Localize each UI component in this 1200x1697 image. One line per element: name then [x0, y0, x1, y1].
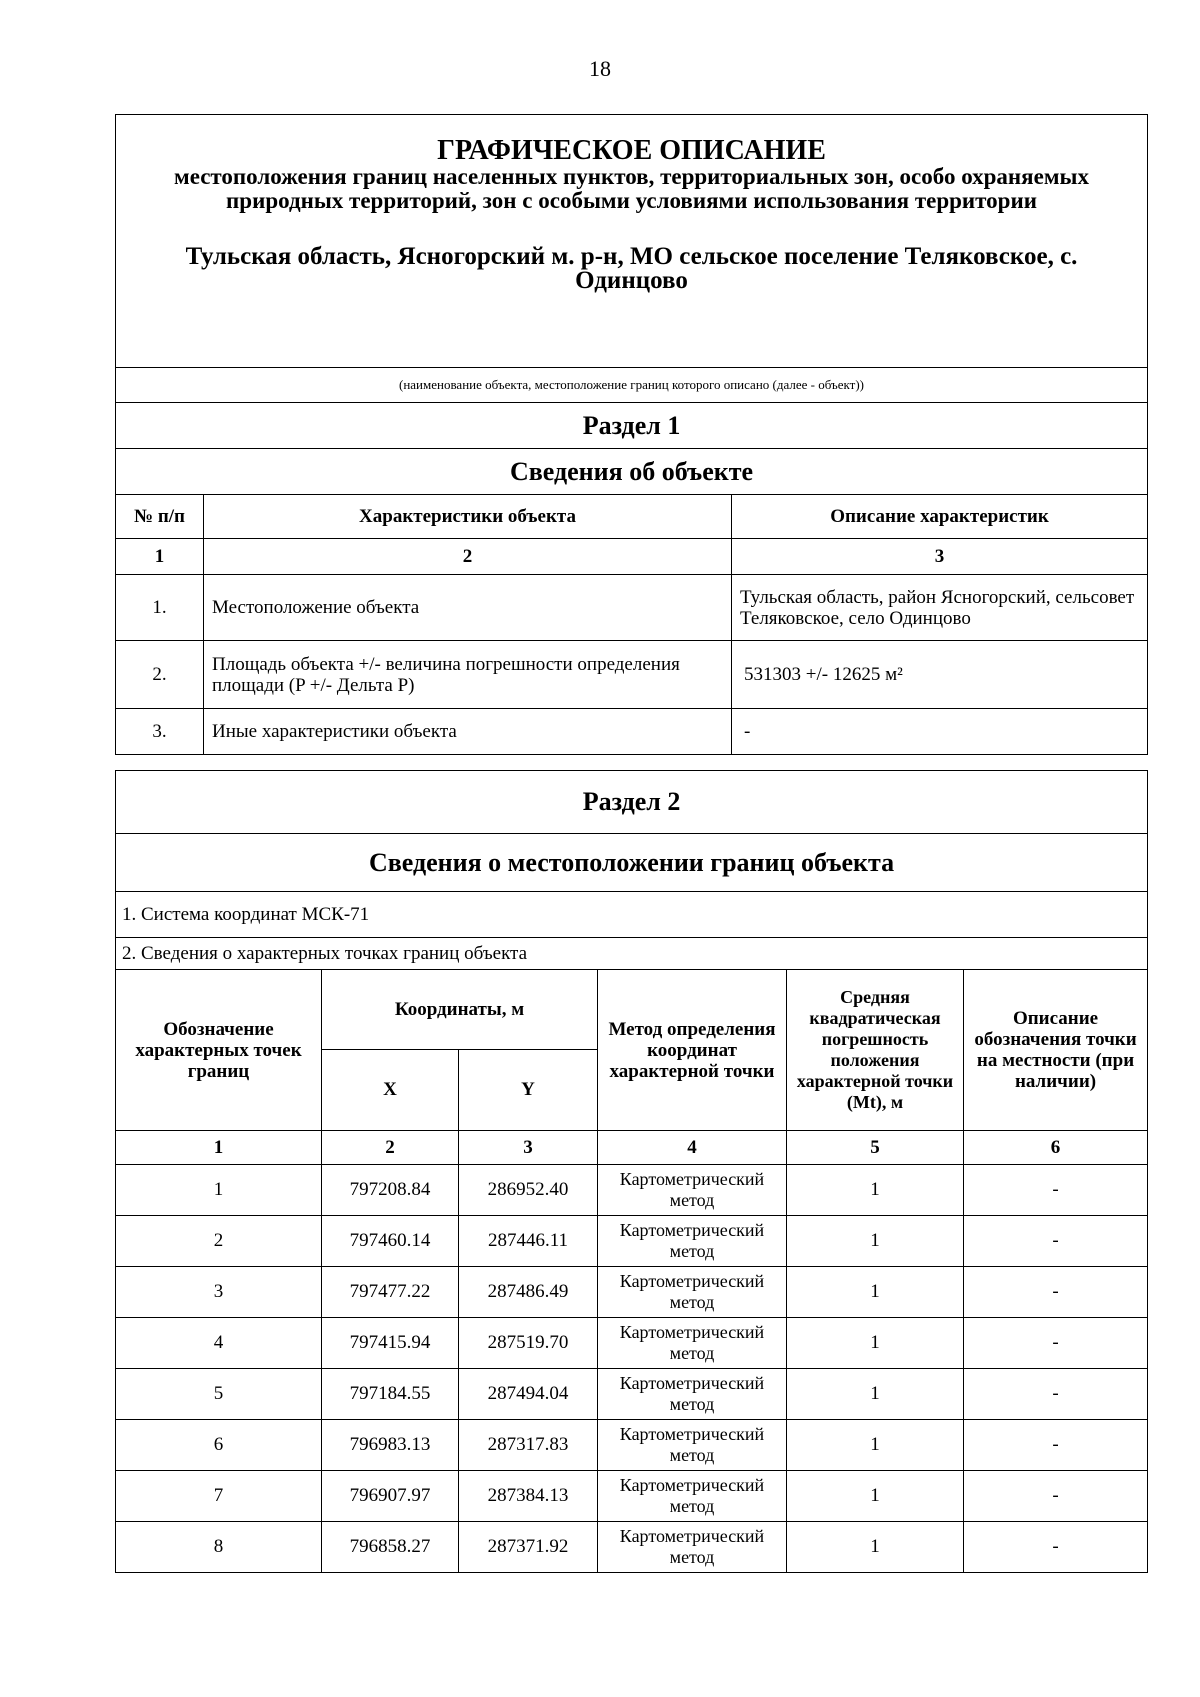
col-header-description: Описание характеристик: [732, 495, 1148, 539]
characteristic-value: Тульская область, район Ясногорский, сельсовет Теляковское, село Одинцово: [732, 575, 1148, 641]
point-id: 8: [116, 1522, 322, 1573]
table-row: [116, 709, 1148, 755]
method: Картометрический метод: [598, 1165, 787, 1216]
error-mt: 1: [787, 1522, 964, 1573]
method: Картометрический метод: [598, 1369, 787, 1420]
error-mt: 1: [787, 1267, 964, 1318]
col-number-5: 5: [787, 1131, 964, 1165]
method: Картометрический метод: [598, 1318, 787, 1369]
coord-y: 287446.11: [459, 1216, 598, 1267]
characteristic-name: Иные характеристики объекта: [204, 709, 732, 755]
method: Картометрический метод: [598, 1267, 787, 1318]
title-block: [116, 115, 1148, 368]
point-description: -: [964, 1522, 1148, 1573]
error-mt: 1: [787, 1165, 964, 1216]
col-number-3: 3: [459, 1131, 598, 1165]
coord-y: 287384.13: [459, 1471, 598, 1522]
table-row: [116, 575, 1148, 641]
page-number: 18: [589, 56, 611, 81]
document-subtitle: местоположения границ населенных пунктов, территориальных зон, особо охраняемых природных территорий, зон с особыми условиями использования территории: [174, 164, 1089, 213]
coord-y: 287371.92: [459, 1522, 598, 1573]
point-id: 1: [116, 1165, 322, 1216]
col-header-y: Y: [459, 1050, 598, 1131]
col-number-3: 3: [732, 539, 1148, 575]
col-number-1: 1: [116, 539, 204, 575]
row-number: 3.: [116, 709, 204, 755]
section2-subtitle: Сведения о местоположении границ объекта: [116, 834, 1148, 892]
method: Картометрический метод: [598, 1216, 787, 1267]
section1-subtitle: Сведения об объекте: [116, 449, 1148, 495]
point-id: 5: [116, 1369, 322, 1420]
section2-table: [115, 770, 1148, 1573]
point-id: 7: [116, 1471, 322, 1522]
col-number-1: 1: [116, 1131, 322, 1165]
section2-subtitle-row: [116, 834, 1148, 892]
point-description: -: [964, 1420, 1148, 1471]
coord-x: 796983.13: [322, 1420, 459, 1471]
section2-colnum-row: [116, 1131, 1148, 1165]
table-row: [116, 1369, 1148, 1420]
point-description: -: [964, 1216, 1148, 1267]
coord-x: 797208.84: [322, 1165, 459, 1216]
error-mt: 1: [787, 1369, 964, 1420]
point-id: 6: [116, 1420, 322, 1471]
table-row: [116, 1165, 1148, 1216]
col-header-num: № п/п: [116, 495, 204, 539]
object-location-line2: Одинцово: [575, 267, 688, 294]
document-title: ГРАФИЧЕСКОЕ ОПИСАНИЕ: [437, 135, 826, 166]
section1-table: [115, 114, 1148, 755]
point-description: -: [964, 1318, 1148, 1369]
row-number: 1.: [116, 575, 204, 641]
section1-colnum-row: [116, 539, 1148, 575]
coord-x: 797184.55: [322, 1369, 459, 1420]
error-mt: 1: [787, 1471, 964, 1522]
point-id: 2: [116, 1216, 322, 1267]
coord-system-row: [116, 892, 1148, 938]
point-description: -: [964, 1369, 1148, 1420]
characteristic-value: -: [732, 709, 1148, 755]
table-row: [116, 1522, 1148, 1573]
col-number-4: 4: [598, 1131, 787, 1165]
point-description: -: [964, 1165, 1148, 1216]
section1-subtitle-row: [116, 449, 1148, 495]
coord-y: 287486.49: [459, 1267, 598, 1318]
section2-title: Раздел 2: [116, 771, 1148, 834]
title-row: [116, 115, 1148, 368]
coordinate-system: 1. Система координат МСК-71: [116, 892, 1148, 938]
coord-x: 796858.27: [322, 1522, 459, 1573]
table-row: [116, 1318, 1148, 1369]
coord-x: 797415.94: [322, 1318, 459, 1369]
table-row: [116, 1216, 1148, 1267]
points-heading-row: [116, 938, 1148, 970]
object-caption: (наименование объекта, местоположение границ которого описано (далее - объект)): [116, 368, 1148, 403]
point-description: -: [964, 1471, 1148, 1522]
point-id: 3: [116, 1267, 322, 1318]
table-row: [116, 1471, 1148, 1522]
table-row: [116, 641, 1148, 709]
section2-header-row: [116, 970, 1148, 1050]
col-number-2: 2: [322, 1131, 459, 1165]
method: Картометрический метод: [598, 1471, 787, 1522]
col-number-2: 2: [204, 539, 732, 575]
section1-header-row: [116, 495, 1148, 539]
col-number-6: 6: [964, 1131, 1148, 1165]
error-mt: 1: [787, 1216, 964, 1267]
coord-y: 286952.40: [459, 1165, 598, 1216]
method: Картометрический метод: [598, 1420, 787, 1471]
object-location-line1: Тульская область, Ясногорский м. р-н, МО сельское поселение Теляковское, с.: [185, 243, 1078, 270]
method: Картометрический метод: [598, 1522, 787, 1573]
col-header-method: Метод определения координат характерной точки: [598, 970, 787, 1131]
coord-y: 287519.70: [459, 1318, 598, 1369]
characteristic-name: Местоположение объекта: [204, 575, 732, 641]
col-header-error: Средняя квадратическая погрешность положения характерной точки (Mt), м: [787, 970, 964, 1131]
row-number: 2.: [116, 641, 204, 709]
coord-x: 797477.22: [322, 1267, 459, 1318]
coord-x: 797460.14: [322, 1216, 459, 1267]
points-heading: 2. Сведения о характерных точках границ объекта: [116, 938, 1148, 970]
col-header-characteristic: Характеристики объекта: [204, 495, 732, 539]
error-mt: 1: [787, 1318, 964, 1369]
coord-y: 287494.04: [459, 1369, 598, 1420]
point-description: -: [964, 1267, 1148, 1318]
coord-x: 796907.97: [322, 1471, 459, 1522]
caption-row: [116, 368, 1148, 403]
section1-title: Раздел 1: [116, 403, 1148, 449]
error-mt: 1: [787, 1420, 964, 1471]
characteristic-name: Площадь объекта +/- величина погрешности определения площади (P +/- Дельта P): [204, 641, 732, 709]
table-row: [116, 1267, 1148, 1318]
characteristic-value: 531303 +/- 12625 м²: [732, 641, 1148, 709]
col-header-x: X: [322, 1050, 459, 1131]
coord-y: 287317.83: [459, 1420, 598, 1471]
section2-title-row: [116, 771, 1148, 834]
col-header-description: Описание обозначения точки на местности (при наличии): [964, 970, 1148, 1131]
section1-title-row: [116, 403, 1148, 449]
col-header-point: Обозначение характерных точек границ: [116, 970, 322, 1131]
col-header-coordinates: Координаты, м: [322, 970, 598, 1050]
point-id: 4: [116, 1318, 322, 1369]
object-location: [124, 245, 1139, 293]
table-row: [116, 1420, 1148, 1471]
